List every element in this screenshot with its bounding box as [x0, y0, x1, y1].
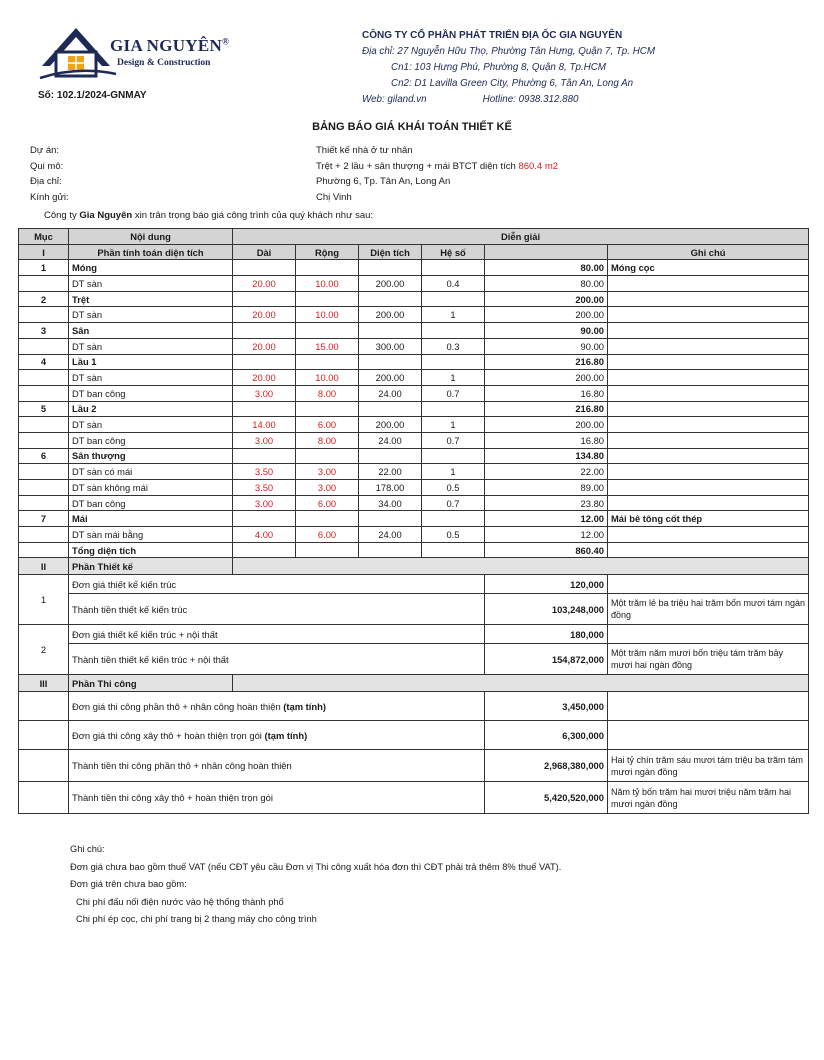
- item-value: 12.00: [485, 527, 608, 543]
- item-row: [19, 417, 809, 433]
- col-header-phan: Phần tính toán diện tích: [69, 244, 233, 260]
- item-length: 14.00: [233, 417, 296, 433]
- design-row: [19, 625, 809, 644]
- logo-wordmark: GIA NGUYÊN®: [110, 36, 230, 55]
- table-cell: [608, 495, 809, 511]
- group-number: 4: [19, 354, 69, 370]
- table-cell: [422, 260, 485, 276]
- item-length: 20.00: [233, 370, 296, 386]
- group-total: 80.00: [485, 260, 608, 276]
- item-coefficient: 1: [422, 307, 485, 323]
- table-cell: [359, 448, 422, 464]
- design-label: Thành tiền thiết kế kiến trúc: [69, 594, 485, 625]
- item-width: 6.00: [296, 417, 359, 433]
- design-note: [608, 625, 809, 644]
- item-width: 15.00: [296, 338, 359, 354]
- table-cell: [19, 338, 69, 354]
- col-header-he_so: Hệ số: [422, 244, 485, 260]
- col-header-dien_tich: Diện tích: [359, 244, 422, 260]
- group-number: 7: [19, 511, 69, 527]
- project-info: [30, 143, 558, 205]
- design-value: 180,000: [485, 625, 608, 644]
- item-width: 6.00: [296, 527, 359, 543]
- build-row: [19, 750, 809, 782]
- table-cell: [422, 323, 485, 339]
- item-area: 200.00: [359, 276, 422, 292]
- company-info: [362, 28, 655, 108]
- table-cell: [296, 354, 359, 370]
- col-header-rong: Rộng: [296, 244, 359, 260]
- item-row: [19, 480, 809, 496]
- table-cell: [233, 675, 809, 692]
- item-value: 16.80: [485, 385, 608, 401]
- logo-tagline: Design & Construction: [117, 58, 211, 68]
- section-title: Phần Thiết kế: [69, 558, 233, 575]
- item-label: DT sàn: [69, 338, 233, 354]
- item-area: 200.00: [359, 307, 422, 323]
- item-label: DT ban công: [69, 432, 233, 448]
- table-cell: [19, 464, 69, 480]
- item-value: 80.00: [485, 276, 608, 292]
- table-cell: [608, 307, 809, 323]
- build-label: Đơn giá thi công phần thô + nhân công hoàn thiện (tạm tính): [69, 692, 485, 721]
- item-row: [19, 370, 809, 386]
- build-label: Thành tiền thi công xây thô + hoàn thiện trọn gói: [69, 782, 485, 814]
- branch-1-address: Cn1: 103 Hưng Phú, Phường 8, Quận 8, Tp.HCM: [391, 62, 606, 73]
- design-value: 120,000: [485, 575, 608, 594]
- item-coefficient: 0.7: [422, 432, 485, 448]
- item-length: 4.00: [233, 527, 296, 543]
- col-header-noi-dung: Nội dung: [69, 229, 233, 245]
- group-total: 216.80: [485, 401, 608, 417]
- website[interactable]: Web: giland.vn: [362, 94, 427, 105]
- table-cell: [233, 260, 296, 276]
- build-row: [19, 692, 809, 721]
- group-row: [19, 448, 809, 464]
- item-value: 16.80: [485, 432, 608, 448]
- table-cell: [608, 527, 809, 543]
- total-value: 860.40: [485, 542, 608, 558]
- table-cell: [422, 401, 485, 417]
- info-value: Phường 6, Tp. Tân An, Long An: [316, 176, 451, 187]
- table-cell: [608, 480, 809, 496]
- total-row: [19, 542, 809, 558]
- design-note: [608, 575, 809, 594]
- item-width: 3.00: [296, 480, 359, 496]
- group-name: Sân: [69, 323, 233, 339]
- build-note: Hai tỷ chín trăm sáu mươi tám triệu ba trăm tám mươi ngàn đồng: [608, 750, 809, 782]
- info-value: Chị Vinh: [316, 191, 352, 203]
- table-cell: [608, 276, 809, 292]
- build-value: 6,300,000: [485, 721, 608, 750]
- info-label: Dự án:: [30, 145, 60, 156]
- item-coefficient: 0.5: [422, 527, 485, 543]
- group-total: 134.80: [485, 448, 608, 464]
- table-cell: [359, 354, 422, 370]
- build-note: [608, 721, 809, 750]
- table-cell: [19, 542, 69, 558]
- table-cell: [608, 417, 809, 433]
- section-title: Phần Thi công: [69, 675, 233, 692]
- item-label: DT sàn có mái: [69, 464, 233, 480]
- group-total: 90.00: [485, 323, 608, 339]
- item-value: 200.00: [485, 307, 608, 323]
- group-name: Lầu 1: [69, 354, 233, 370]
- item-label: DT ban công: [69, 495, 233, 511]
- item-value: 89.00: [485, 480, 608, 496]
- group-number: 3: [19, 323, 69, 339]
- note-item: Chi phí đấu nối điện nước vào hệ thống thành phố: [76, 896, 284, 907]
- item-coefficient: 0.4: [422, 276, 485, 292]
- table-cell: [296, 448, 359, 464]
- item-width: 10.00: [296, 307, 359, 323]
- table-cell: [233, 323, 296, 339]
- quote-table: [18, 228, 809, 814]
- info-label: Kính gửi:: [30, 191, 69, 203]
- item-area: 178.00: [359, 480, 422, 496]
- group-row: [19, 511, 809, 527]
- item-width: 10.00: [296, 276, 359, 292]
- item-width: 10.00: [296, 370, 359, 386]
- table-cell: [233, 542, 296, 558]
- table-cell: [19, 385, 69, 401]
- total-area-highlight: 860.4 m2: [518, 160, 559, 172]
- document-number: Số: 102.1/2024-GNMAY: [38, 90, 147, 101]
- table-cell: [19, 527, 69, 543]
- document-title: BẢNG BÁO GIÁ KHÁI TOÁN THIẾT KẾ: [312, 121, 512, 133]
- build-label: Đơn giá thi công xây thô + hoàn thiện trọn gói (tạm tính): [69, 721, 485, 750]
- table-cell: [233, 448, 296, 464]
- item-length: 3.00: [233, 385, 296, 401]
- table-cell: [608, 432, 809, 448]
- item-row: [19, 276, 809, 292]
- group-note: [608, 354, 809, 370]
- item-length: 3.50: [233, 480, 296, 496]
- item-coefficient: 0.5: [422, 480, 485, 496]
- item-area: 24.00: [359, 432, 422, 448]
- group-number: 1: [19, 260, 69, 276]
- group-total: 12.00: [485, 511, 608, 527]
- info-value: Thiết kế nhà ở tư nhân: [316, 145, 413, 156]
- item-row: [19, 432, 809, 448]
- notes-title: Ghi chú:: [70, 844, 105, 854]
- group-name: Móng: [69, 260, 233, 276]
- item-length: 3.00: [233, 495, 296, 511]
- hotline: Hotline: 0938.312.880: [482, 94, 579, 105]
- table-cell: [296, 291, 359, 307]
- table-cell: [233, 291, 296, 307]
- table-cell: [608, 370, 809, 386]
- col-header-dai: Dài: [233, 244, 296, 260]
- design-number: 2: [19, 625, 69, 675]
- table-cell: [19, 692, 69, 721]
- item-value: 200.00: [485, 370, 608, 386]
- item-width: 6.00: [296, 495, 359, 511]
- table-cell: [422, 354, 485, 370]
- section-row: [19, 675, 809, 692]
- group-number: 5: [19, 401, 69, 417]
- table-cell: [19, 417, 69, 433]
- note-item: Đơn giá trên chưa bao gồm:: [70, 879, 187, 889]
- table-cell: [422, 542, 485, 558]
- total-label: Tổng diện tích: [69, 542, 233, 558]
- design-row: [19, 575, 809, 594]
- section-number: III: [19, 675, 69, 692]
- col-header-dien-giai: Diễn giải: [233, 229, 809, 245]
- info-value: Trệt + 2 lầu + sân thượng + mái BTCT diện tích 860.4 m2: [316, 160, 559, 172]
- group-row: [19, 354, 809, 370]
- table-cell: [233, 354, 296, 370]
- item-width: 3.00: [296, 464, 359, 480]
- group-name: Mái: [69, 511, 233, 527]
- intro-text: Công ty Gia Nguyên xin trân trọng báo giá công trình của quý khách như sau:: [44, 210, 374, 221]
- build-value: 3,450,000: [485, 692, 608, 721]
- item-row: [19, 307, 809, 323]
- build-note: [608, 692, 809, 721]
- table-cell: [19, 480, 69, 496]
- group-row: [19, 401, 809, 417]
- design-label: Đơn giá thiết kế kiến trúc: [69, 575, 485, 594]
- group-row: [19, 323, 809, 339]
- item-coefficient: 1: [422, 464, 485, 480]
- item-area: 34.00: [359, 495, 422, 511]
- item-length: 20.00: [233, 307, 296, 323]
- col-header-value: [485, 244, 608, 260]
- table-cell: [19, 750, 69, 782]
- table-cell: [359, 260, 422, 276]
- group-name: Lầu 2: [69, 401, 233, 417]
- table-cell: [422, 511, 485, 527]
- group-note: [608, 448, 809, 464]
- item-label: DT sàn mái bằng: [69, 527, 233, 543]
- col-header-ghi-chu: Ghi chú: [608, 244, 809, 260]
- group-number: 6: [19, 448, 69, 464]
- build-value: 2,968,380,000: [485, 750, 608, 782]
- group-name: Sân thượng: [69, 448, 233, 464]
- item-row: [19, 495, 809, 511]
- col-header-muc: I: [19, 244, 69, 260]
- group-total: 216.80: [485, 354, 608, 370]
- item-value: 200.00: [485, 417, 608, 433]
- table-cell: [19, 782, 69, 814]
- item-area: 200.00: [359, 370, 422, 386]
- design-row: [19, 644, 809, 675]
- item-value: 23.80: [485, 495, 608, 511]
- table-cell: [296, 401, 359, 417]
- note-item: Đơn giá chưa bao gồm thuế VAT (nếu CĐT yêu cầu Đơn vị Thi công xuất hóa đơn thì CĐT phải trả thêm 8% thuế VAT).: [70, 861, 562, 872]
- info-label: Qui mô:: [30, 160, 64, 172]
- item-coefficient: 0.7: [422, 385, 485, 401]
- item-length: 20.00: [233, 338, 296, 354]
- table-cell: [296, 323, 359, 339]
- item-label: DT sàn: [69, 307, 233, 323]
- table-cell: [233, 401, 296, 417]
- design-label: Thành tiền thiết kế kiến trúc + nội thất: [69, 644, 485, 675]
- table-cell: [19, 495, 69, 511]
- item-label: DT sàn không mái: [69, 480, 233, 496]
- design-row: [19, 594, 809, 625]
- table-cell: [296, 260, 359, 276]
- table-cell: [608, 464, 809, 480]
- item-label: DT ban công: [69, 385, 233, 401]
- group-note: [608, 401, 809, 417]
- company-address: Địa chỉ: 27 Nguyễn Hữu Thọ, Phường Tân Hưng, Quận 7, Tp. HCM: [362, 46, 656, 57]
- table-cell: [296, 511, 359, 527]
- group-row: [19, 291, 809, 307]
- item-area: 22.00: [359, 464, 422, 480]
- table-cell: [233, 558, 809, 575]
- item-label: DT sàn: [69, 370, 233, 386]
- build-label: Thành tiền thi công phần thô + nhân công hoàn thiện: [69, 750, 485, 782]
- design-label: Đơn giá thiết kế kiến trúc + nội thất: [69, 625, 485, 644]
- table-cell: [19, 276, 69, 292]
- table-cell: [19, 307, 69, 323]
- item-label: DT sàn: [69, 276, 233, 292]
- company-name: CÔNG TY CỔ PHẦN PHÁT TRIỂN ĐỊA ỐC GIA NGUYÊN: [362, 30, 623, 41]
- item-area: 200.00: [359, 417, 422, 433]
- item-length: 3.00: [233, 432, 296, 448]
- item-area: 24.00: [359, 527, 422, 543]
- group-note: Móng cọc: [608, 260, 809, 276]
- item-length: 20.00: [233, 276, 296, 292]
- item-area: 300.00: [359, 338, 422, 354]
- section-row: [19, 558, 809, 575]
- item-row: [19, 338, 809, 354]
- info-label: Địa chỉ:: [30, 176, 62, 187]
- group-note: [608, 323, 809, 339]
- design-value: 103,248,000: [485, 594, 608, 625]
- table-cell: [608, 338, 809, 354]
- item-row: [19, 385, 809, 401]
- build-row: [19, 782, 809, 814]
- table-cell: [359, 323, 422, 339]
- table-cell: [296, 542, 359, 558]
- item-row: [19, 464, 809, 480]
- item-width: 8.00: [296, 385, 359, 401]
- group-note: Mái bê tông cốt thép: [608, 511, 809, 527]
- group-note: [608, 291, 809, 307]
- group-total: 200.00: [485, 291, 608, 307]
- item-coefficient: 0.3: [422, 338, 485, 354]
- table-cell: [422, 291, 485, 307]
- group-number: 2: [19, 291, 69, 307]
- item-coefficient: 1: [422, 370, 485, 386]
- table-cell: [608, 542, 809, 558]
- table-cell: [359, 291, 422, 307]
- table-cell: [233, 511, 296, 527]
- item-area: 24.00: [359, 385, 422, 401]
- build-note: Năm tỷ bốn trăm hai mươi triệu năm trăm hai mươi ngàn đồng: [608, 782, 809, 814]
- note-item: Chi phí ép cọc, chi phí trang bị 2 thang máy cho công trình: [76, 914, 317, 924]
- group-row: [19, 260, 809, 276]
- design-number: 1: [19, 575, 69, 625]
- build-value: 5,420,520,000: [485, 782, 608, 814]
- build-row: [19, 721, 809, 750]
- table-header-row: [19, 229, 809, 245]
- design-note: Một trăm lẻ ba triệu hai trăm bốn mươi tám ngàn đồng: [608, 594, 809, 625]
- group-name: Trệt: [69, 291, 233, 307]
- item-width: 8.00: [296, 432, 359, 448]
- table-subheader-row: [19, 244, 809, 260]
- item-label: DT sàn: [69, 417, 233, 433]
- table-cell: [359, 401, 422, 417]
- design-note: Một trăm năm mươi bốn triệu tám trăm bảy mươi hai ngàn đồng: [608, 644, 809, 675]
- table-cell: [359, 542, 422, 558]
- section-number: II: [19, 558, 69, 575]
- item-value: 22.00: [485, 464, 608, 480]
- item-row: [19, 527, 809, 543]
- col-header-muc: Mục: [19, 229, 69, 245]
- item-coefficient: 0.7: [422, 495, 485, 511]
- table-cell: [19, 432, 69, 448]
- table-cell: [19, 721, 69, 750]
- notes: [70, 841, 561, 929]
- item-value: 90.00: [485, 338, 608, 354]
- branch-2-address: Cn2: D1 Lavilla Green City, Phường 6, Tân An, Long An: [391, 78, 634, 89]
- item-length: 3.50: [233, 464, 296, 480]
- table-cell: [359, 511, 422, 527]
- table-cell: [608, 385, 809, 401]
- design-value: 154,872,000: [485, 644, 608, 675]
- item-coefficient: 1: [422, 417, 485, 433]
- table-cell: [422, 448, 485, 464]
- table-cell: [19, 370, 69, 386]
